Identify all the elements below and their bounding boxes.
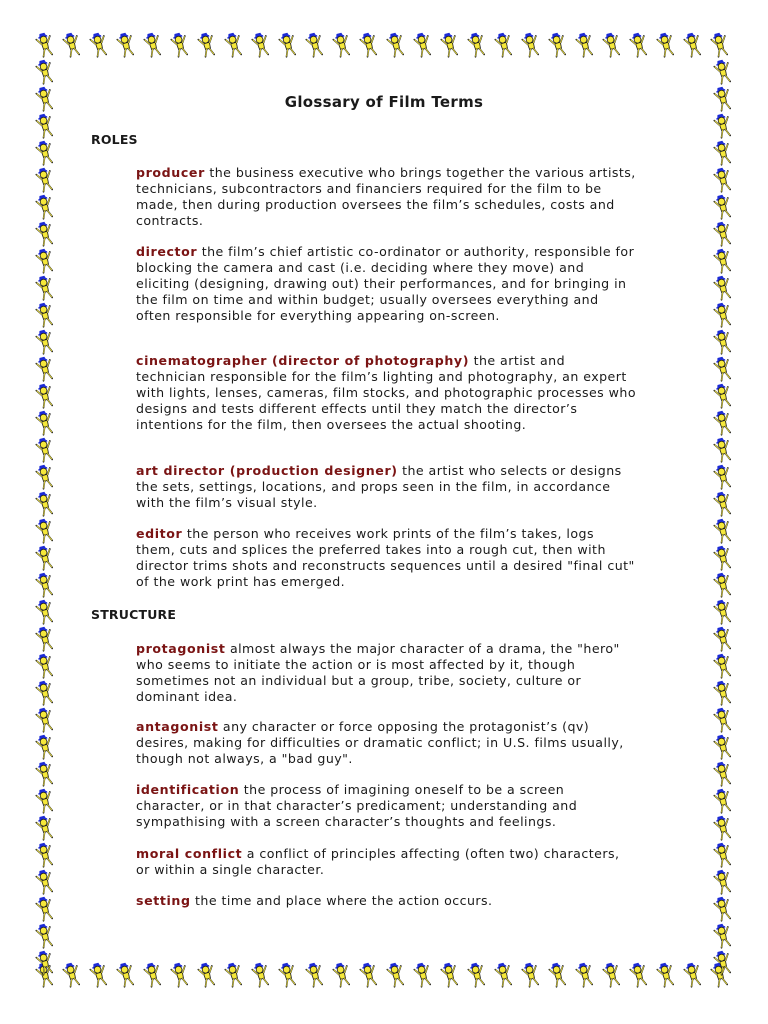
glossary-term: director <box>136 244 198 259</box>
glossary-entry <box>136 463 636 511</box>
glossary-definition: the artist who selects or designs the sets, settings, locations, and props seen in the film, in accordance with the film’s visual style. <box>136 463 622 510</box>
glossary-term: identification <box>136 782 240 797</box>
glossary-term: producer <box>136 165 205 180</box>
glossary-entry <box>136 641 636 705</box>
glossary-definition: a conflict of principles affecting (often two) characters, or within a single character. <box>136 846 620 877</box>
glossary-definition: the film’s chief artistic co-ordinator or authority, responsible for blocking the camera and cast (i.e. deciding where they move) and eliciting (designing, drawing out) their performances, and for bringing in the film on time and within budget; usually oversees everything and often responsible for everything appearing on-screen. <box>136 244 635 323</box>
glossary-term: art director (production designer) <box>136 463 398 478</box>
glossary-entry <box>136 846 636 878</box>
glossary-entry <box>136 719 636 767</box>
glossary-term: antagonist <box>136 719 219 734</box>
glossary-term: protagonist <box>136 641 226 656</box>
glossary-entry <box>136 165 636 229</box>
glossary-entry <box>136 353 636 433</box>
glossary-definition: the process of imagining oneself to be a screen character, or in that character’s predicament; understanding and sympathising with a screen character’s thoughts and feelings. <box>136 782 578 829</box>
glossary-term: setting <box>136 893 191 908</box>
glossary-entry <box>136 244 636 324</box>
glossary-definition: the artist and technician responsible for the film’s lighting and photography, an expert with lights, lenses, cameras, film stocks, and photographic processes who designs and tests different effects until they match the director’s intentions for the film, then oversees the actual shooting. <box>136 353 636 432</box>
section-heading-structure: STRUCTURE <box>91 607 177 622</box>
glossary-definition: the business executive who brings together the various artists, technicians, subcontractors and financiers required for the film to be made, then during production oversees the film’s schedules, costs and contracts. <box>136 165 636 228</box>
glossary-definition: the time and place where the action occurs. <box>195 893 493 908</box>
page-title: Glossary of Film Terms <box>284 93 484 111</box>
glossary-entry <box>136 782 636 830</box>
glossary-term: cinematographer (director of photography) <box>136 353 470 368</box>
glossary-entry <box>136 526 636 590</box>
glossary-definition: almost always the major character of a drama, the "hero" who seems to initiate the action or is most affected by it, though sometimes not an individual but a group, tribe, society, culture or dominant idea. <box>136 641 620 704</box>
section-heading-roles: ROLES <box>91 132 138 147</box>
glossary-entry <box>136 893 636 909</box>
glossary-definition: any character or force opposing the protagonist’s (qv) desires, making for difficulties or dramatic conflict; in U.S. films usually, though not always, a "bad guy". <box>136 719 624 766</box>
glossary-term: moral conflict <box>136 846 243 861</box>
glossary-definition: the person who receives work prints of the film’s takes, logs them, cuts and splices the preferred takes into a rough cut, then with director trims shots and reconstructs sequences until a desired "final cut" of the work print has emerged. <box>136 526 635 589</box>
glossary-term: editor <box>136 526 183 541</box>
